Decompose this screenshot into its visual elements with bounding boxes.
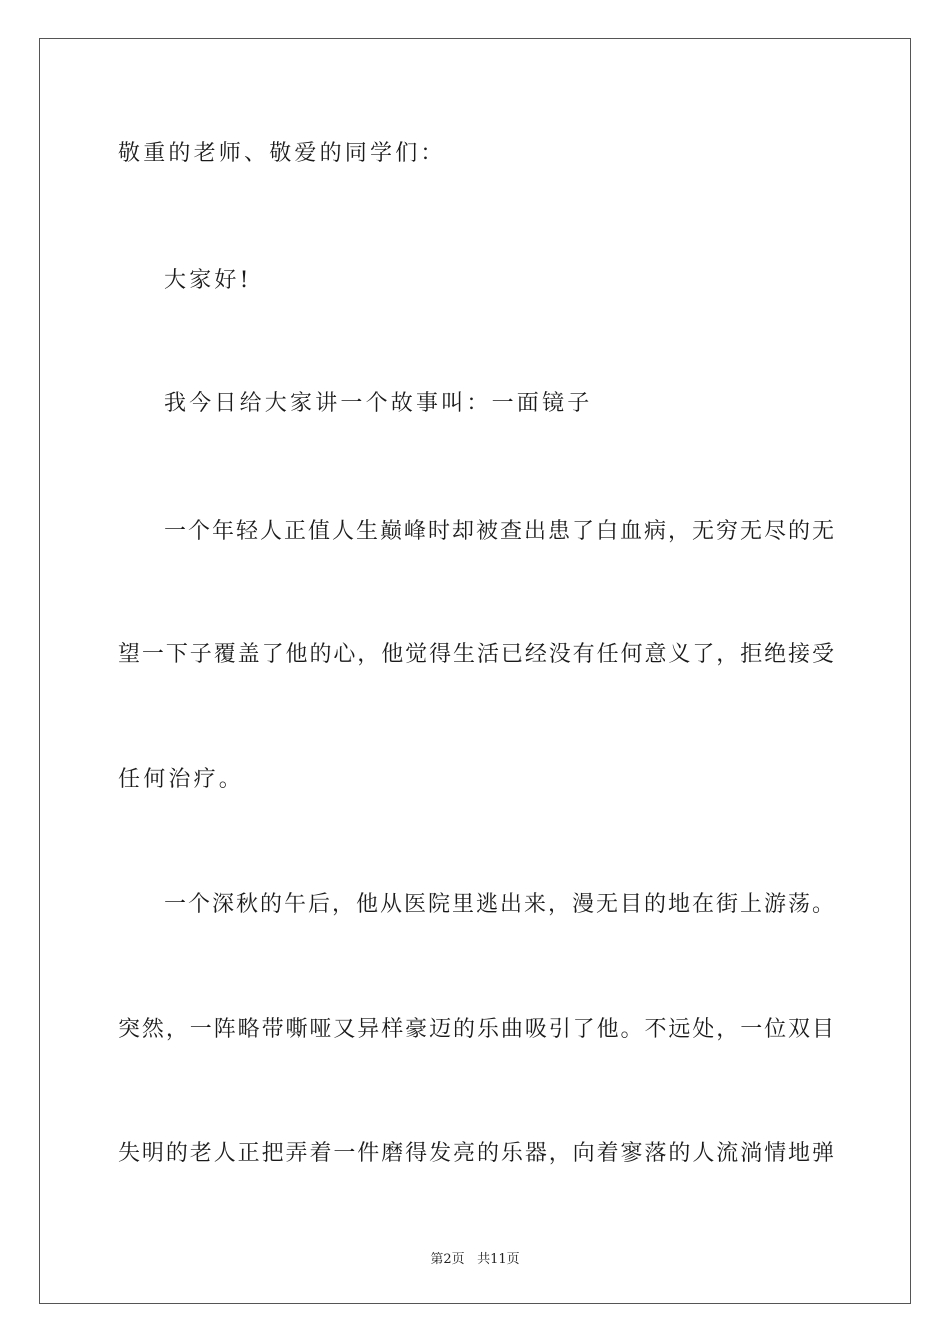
paragraph-line: 一个年轻人正值人生巅峰时却被查出患了白血病，无穷无尽的无	[164, 519, 834, 544]
greeting-line: 大家好!	[164, 268, 252, 293]
page-number: 第2页	[430, 1252, 465, 1267]
paragraph-line: 突然，一阵略带嘶哑又异样豪迈的乐曲吸引了他。不远处，一位双目	[118, 1017, 834, 1042]
paragraph-line: 一个深秋的午后，他从医院里逃出来，漫无目的地在街上游荡。	[164, 892, 834, 917]
salutation-line: 敬重的老师、敬爱的同学们：	[118, 141, 446, 166]
page-frame	[39, 38, 911, 1304]
paragraph-line: 任何治疗。	[118, 767, 245, 792]
paragraph-line: 我今日给大家讲一个故事叫：一面镜子	[164, 391, 593, 416]
paragraph-line: 失明的老人正把弄着一件磨得发亮的乐器，向着寥落的人流淌情地弹	[118, 1141, 834, 1166]
paragraph-line: 望一下子覆盖了他的心，他觉得生活已经没有任何意义了，拒绝接受	[118, 642, 834, 667]
page-total: 共11页	[477, 1252, 520, 1267]
page-footer	[0, 1248, 950, 1267]
